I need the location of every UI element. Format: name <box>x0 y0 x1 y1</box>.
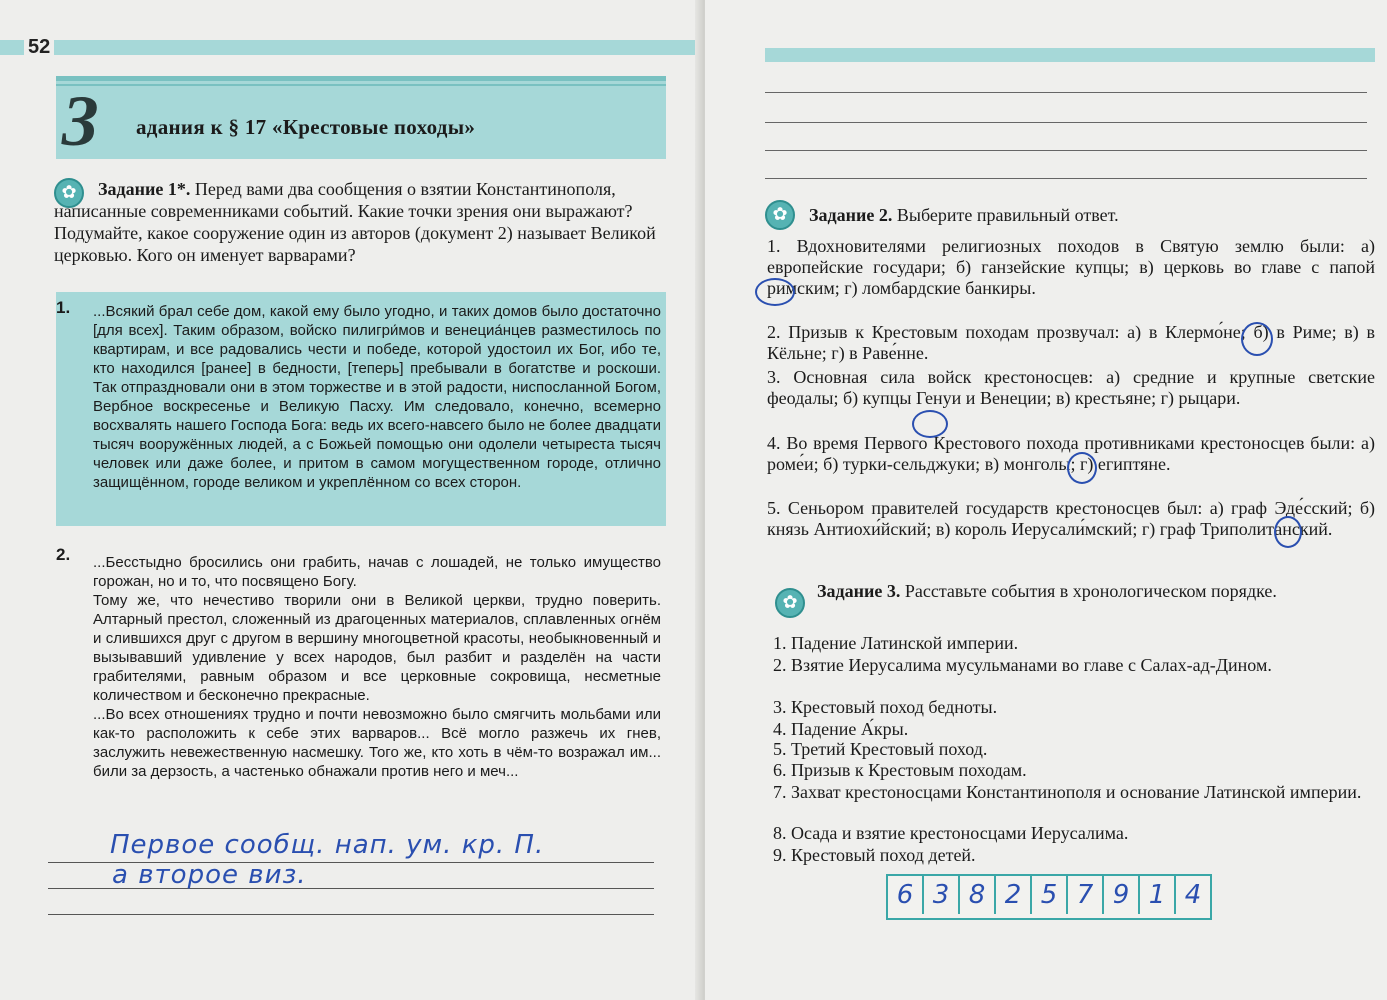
handwritten-answer-line-1: Первое сообщ. нап. ум. кр. П. <box>110 830 545 860</box>
task3-item-6: 6. Призыв к Крестовым походам. <box>773 760 1027 780</box>
answer-cell-1[interactable]: 6 <box>888 876 924 914</box>
task3-item-4: 4. Падение А́кры. <box>773 719 909 739</box>
title-drop-cap: З <box>62 81 99 161</box>
task-flower-icon: ✿ <box>775 588 805 618</box>
task3-item-7: 7. Захват крестоносцами Константинополя и основание Латинской империи. <box>773 782 1362 802</box>
answer-circle-q1 <box>755 278 795 306</box>
document-1-number: 1. <box>56 298 71 317</box>
task-flower-icon: ✿ <box>765 200 795 230</box>
answer-circle-q5 <box>1274 516 1302 548</box>
answer-line-top-2[interactable] <box>765 122 1367 123</box>
task2-item-5: 5. Сеньором правителей государств крестоносцев был: а) граф Эде́сский; б) князь Антиохи́йский; в) король Иерусали́мский; г) граф Триполита́нский. <box>767 498 1375 539</box>
task3-item-1: 1. Падение Латинской империи. <box>773 633 1019 653</box>
task3-item-8: 8. Осада и взятие крестоносцами Иерусалима. <box>773 823 1129 843</box>
task1-text <box>54 178 664 266</box>
answer-cell-7[interactable]: 9 <box>1104 876 1140 914</box>
task2-heading <box>809 204 1379 226</box>
chronology-answer-grid <box>886 874 1212 920</box>
document-1-text: ...Всякий брал себе дом, какой ему было угодно, и таких домов было достаточно [для всех]. Таким образом, войско пилигри́мов и венециа́нцев разместилось по квартирам, и все радовались чести и победе, которой удостоил их Бог, ибо те, кто находился [ранее] в бедности, [теперь] пребывали в богатстве и роскоши. Так отпраздновали они в этом торжестве и в этой радости, ниспосланной Богом, Вербное воскресенье и Великую Пасху. Им следовало, конечно, всемерно восхвалять нашего Господа Бога: ведь их всего-навсего было не более двадцати тысяч вооружённых людей, а с Божьей помощью они одолели четыреста тысяч человек или даже более, и притом в самом могущественном городе, отлично защищённом, городе великом и укреплённом со всех сторон. <box>93 303 661 491</box>
document-2-para-2: Тому же, что нечестиво творили они в Великой церкви, трудно поверить. Алтарный престол, сложенный из драгоценных материалов, сплавленных огнём и слившихся друг с другом в вершину многоцветной красоты, необыкновенный и вызывавший удивление у всех народов, был разбит и разделён на части грабителями, равным образом и все церковные сокровища, несметные количеством и бесконечно прекрасные. <box>93 592 661 704</box>
document-2-number: 2. <box>56 545 71 564</box>
page-title-header <box>56 76 666 159</box>
task2-item-4: 4. Во время Первого Крестового похода противниками крестоносцев были: а) роме́и; б) турки-сельджуки; в) монголы; г) египтяне. <box>767 433 1375 474</box>
answer-circle-q4 <box>1067 452 1097 484</box>
page-number: 52 <box>24 36 54 59</box>
document-2-para-3: ...Во всех отношениях трудно и почти невозможно было смягчить мольбами или как-то расположить к себе этих варваров... Всё могло разжечь их гнев, заслужить невежественную насмешку. Того же, кто хоть в чём-то возражал им... били за дерзость, а частенько обнажали против него и меч... <box>93 706 661 780</box>
answer-circle-q3 <box>912 410 948 438</box>
task2-item-1: 1. Вдохновителями религиозных походов в Святую землю были: а) европейские государи; б) ганзейские купцы; в) церковь во главе с папой римским; г) ломбардские банкиры. <box>767 236 1375 298</box>
task3-item-5: 5. Третий Крестовый поход. <box>773 739 988 759</box>
top-teal-bar <box>0 40 700 55</box>
answer-cell-2[interactable]: 3 <box>924 876 960 914</box>
document-2-para-1: ...Бесстыдно бросились они грабить, начав с лошадей, не только имущество горожан, но и то, что посвящено Богу. <box>93 554 661 590</box>
handwritten-answer-line-2: а второе виз. <box>112 860 307 890</box>
answer-cell-5[interactable]: 5 <box>1032 876 1068 914</box>
answer-circle-q2 <box>1241 322 1273 356</box>
page-title: адания к § 17 «Крестовые походы» <box>136 115 476 139</box>
task-flower-icon: ✿ <box>54 178 84 208</box>
task3-heading <box>775 580 1377 602</box>
answer-cell-9[interactable]: 4 <box>1184 880 1202 910</box>
task1-question: Перед вами два сообщения о взятии Константинополя, написанные современниками событий. Какие точки зрения они выражают? Подумайте, какое сооружение один из авторов (документ 2) называет Великой церковью. Кого он именует варварами? <box>54 179 656 265</box>
task2-item-2: 2. Призыв к Крестовым походам прозвучал: а) в Клермо́не; б) в Риме; в) в Кёльне; г) в Раве́нне. <box>767 322 1375 363</box>
answer-cell-6[interactable]: 7 <box>1068 876 1104 914</box>
answer-line-top-1[interactable] <box>765 92 1367 93</box>
task3-item-9: 9. Крестовый поход детей. <box>773 845 976 865</box>
answer-line-3[interactable] <box>48 914 654 915</box>
document-2-text <box>93 553 661 781</box>
task1-label: Задание 1*. <box>98 179 191 199</box>
right-page <box>705 0 1387 1000</box>
answer-cell-4[interactable]: 2 <box>996 876 1032 914</box>
task3-item-2: 2. Взятие Иерусалима мусульманами во главе с Салах-ад-Дином. <box>773 655 1272 675</box>
task2-question: Выберите правильный ответ. <box>896 205 1119 225</box>
task3-label: Задание 3. <box>817 581 901 601</box>
task2-item-3: 3. Основная сила войск крестоносцев: а) средние и крупные светские феодалы; б) купцы Генуи и Венеции; в) крестьяне; г) рыцари. <box>767 367 1375 408</box>
answer-line-top-4[interactable] <box>765 178 1367 179</box>
task3-item-3: 3. Крестовый поход бедноты. <box>773 697 998 717</box>
header-divider <box>56 84 666 86</box>
top-teal-bar <box>765 48 1375 62</box>
task2-label: Задание 2. <box>809 205 893 225</box>
task3-question: Расставьте события в хронологическом порядке. <box>904 581 1277 601</box>
answer-cell-3[interactable]: 8 <box>960 876 996 914</box>
answer-cell-8[interactable]: 1 <box>1140 876 1176 914</box>
answer-line-top-3[interactable] <box>765 150 1367 151</box>
